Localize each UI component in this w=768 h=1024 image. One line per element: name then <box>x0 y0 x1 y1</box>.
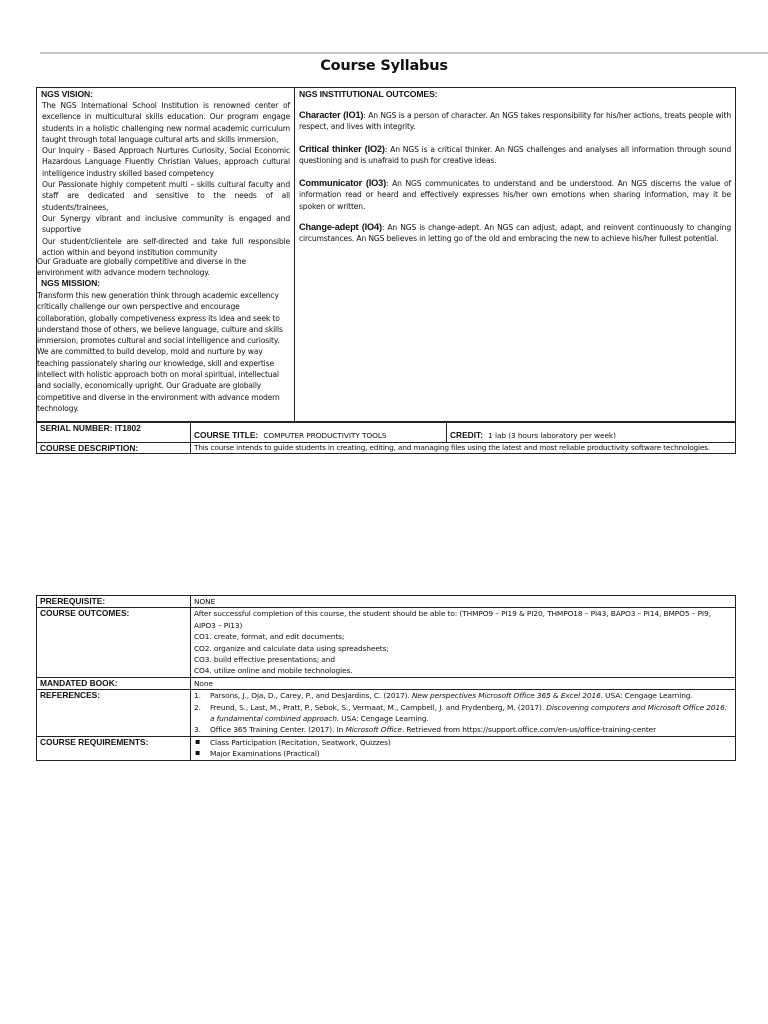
reference-publisher: . USA: Cengage Learning. <box>600 691 693 701</box>
outcome-text: : An NGS is a critical thinker. An NGS challenges and analyses all information through sound questioning and is unafraid to push for creative ideas. <box>299 145 731 166</box>
credit-label: CREDIT: <box>450 430 484 440</box>
references-value <box>191 690 736 737</box>
course-description-label: COURSE DESCRIPTION: <box>37 443 191 454</box>
reference-item <box>194 724 732 735</box>
vision-item: Our student/clientele are self-directed and take full responsible action within and beyond institution community <box>42 236 290 257</box>
course-details-table <box>36 595 736 761</box>
course-info-table <box>36 422 736 454</box>
reference-number: 2. <box>194 702 201 712</box>
course-requirements-row <box>37 736 736 760</box>
requirements-list <box>194 737 732 760</box>
course-outcomes-intro: After successful completion of this course, the student should be able to: (THMPO9 – PI19 & PI20, THMPO18 – PI43, BAPO3 – PI14, BMPO5 – PI9, AIPO3 – PI13) <box>194 609 711 630</box>
credit-value: 1 lab (3 hours laboratory per week) <box>488 431 616 440</box>
course-outcome-item: CO3. build effective presentations; and <box>194 655 335 665</box>
reference-item <box>194 690 732 701</box>
vision-outcomes-box <box>36 87 736 422</box>
course-outcomes-row <box>37 608 736 677</box>
references-row <box>37 690 736 737</box>
outcome-heading: Character (IO1) <box>299 110 364 120</box>
course-title-cell <box>191 423 447 443</box>
course-requirements-label: COURSE REQUIREMENTS: <box>37 736 191 760</box>
reference-item <box>194 702 732 725</box>
requirement-item: ▪ Class Participation (Recitation, Seatwork, Quizzes) <box>194 737 732 748</box>
mandated-book-label: MANDATED BOOK: <box>37 677 191 689</box>
serial-number: SERIAL NUMBER: IT1802 <box>37 423 191 443</box>
references-list <box>194 690 732 736</box>
outcome-io1 <box>299 110 731 133</box>
vision-mission-column <box>37 88 294 421</box>
vision-item: Our Synergy vibrant and inclusive community is engaged and supportive <box>42 213 290 235</box>
prerequisite-row <box>37 596 736 608</box>
reference-title: Discovering computers and Microsoft Office 2016: a fundamental combined approach <box>210 702 728 724</box>
vision-item: The NGS International School Institution is renowned center of excellence in multicultural skills education. Our program engage students in a holistic challenging new normal academic curriculum taught through total language cultural arts and skills immersion, <box>42 101 290 144</box>
outcome-text: : An NGS is change-adept. An NGS can adjust, adapt, and reinvent continuously to changing circumstances. An NGS believes in letting go of the old and embracing the new to achieve his/her fullest potential. <box>299 223 731 244</box>
outcome-text: : An NGS is a person of character. An NGS takes responsibility for his/her actions, treats people with respect, and lives with integrity. <box>299 111 731 132</box>
course-info-row <box>37 423 736 443</box>
course-outcome-item: CO2. organize and calculate data using spreadsheets; <box>194 643 389 653</box>
outcomes-label: NGS INSTITUTIONAL OUTCOMES: <box>299 89 438 99</box>
reference-publisher: . Retrieved from https://support.office.com/en-us/office-training-center <box>401 725 657 735</box>
requirement-item: ▪ Major Examinations (Practical) <box>194 748 732 759</box>
reference-text: Office 365 Training Center. (2017). In <box>210 725 346 735</box>
top-rule <box>40 52 768 54</box>
outcome-heading: Change-adept (IO4) <box>299 222 382 232</box>
vision-item: Our Passionate highly competent multi – skills cultural faculty and staff are dedicated and sensitive to the needs of all students/trainees, <box>42 180 290 212</box>
course-description-value: This course intends to guide students in creating, editing, and managing files using the latest and most reliable productivity software technologies. <box>191 443 736 454</box>
references-label: REFERENCES: <box>37 690 191 737</box>
reference-text: Freund, S., Last, M., Pratt, P., Sebok, S., Vermaat, M., Campbell, J. and Frydenberg, M. (2017). <box>210 702 547 712</box>
mission-label: NGS MISSION: <box>41 278 100 288</box>
reference-number: 1. <box>194 691 201 701</box>
vision-graduate: Our Graduate are globally competitive and diverse in the environment with advance modern technology. <box>37 257 247 278</box>
outcome-io4 <box>299 222 731 245</box>
course-outcomes-value <box>191 608 736 677</box>
outcomes-column <box>295 88 736 421</box>
course-title-value: COMPUTER PRODUCTIVITY TOOLS <box>263 431 387 440</box>
vision-label: NGS VISION: <box>41 89 93 99</box>
outcome-heading: Communicator (IO3) <box>299 178 387 188</box>
page-title: Course Syllabus <box>320 58 448 74</box>
mission-text: Transform this new generation think through academic excellency critically challenge our own perspective and encourage collaboration, globally competiveness express its idea and seek to understand those of others, we believe language, culture and skills immersion, promotes cultural and social intelligence and curiosity. We are committed to build develop, mold and nurture by way teaching passionately sharing our knowledge, skill and expertise intellect with holistic approach both on moral spiritual, intellectual and socially, economically upright. Our Graduate are globally competitive and diverse in the environment with advance modern technology. <box>37 291 283 413</box>
course-outcome-item: CO1. create, format, and edit documents; <box>194 632 345 642</box>
outcome-heading: Critical thinker (IO2) <box>299 144 385 154</box>
reference-title: New perspectives Microsoft Office 365 & Excel 2016 <box>411 691 601 701</box>
course-outcome-item: CO4. utilize online and mobile technologies. <box>194 666 353 676</box>
reference-text: Parsons, J., Oja, D., Carey, P., and DesJardins, C. (2017). <box>210 691 412 701</box>
reference-number: 3. <box>194 725 201 735</box>
outcome-text: : An NGS communicates to understand and be understood. An NGS discerns the value of information read or heard and effectively expresses his/her own emotions when sharing information, may it be spoken or written. <box>299 179 731 211</box>
course-outcomes-label: COURSE OUTCOMES: <box>37 608 191 677</box>
vision-item: Our Inquiry - Based Approach Nurtures Curiosity, Social Economic Hazardous Language Fluently Christian Values, approach cultural intelligence industry skilled based competency <box>42 146 290 178</box>
mandated-book-row <box>37 677 736 689</box>
course-title-label: COURSE TITLE: <box>194 430 259 440</box>
credit-cell <box>447 423 736 443</box>
prerequisite-label: PREREQUISITE: <box>37 596 191 608</box>
vision-list <box>42 100 290 258</box>
mandated-book-value: None <box>191 677 736 689</box>
course-description-row <box>37 443 736 454</box>
reference-title: Microsoft Office <box>345 725 402 735</box>
course-requirements-value <box>191 736 736 760</box>
prerequisite-value: NONE <box>191 596 736 608</box>
reference-publisher: . USA: Cengage Learning. <box>336 714 429 724</box>
outcome-io2 <box>299 144 731 167</box>
outcome-io3 <box>299 178 731 212</box>
